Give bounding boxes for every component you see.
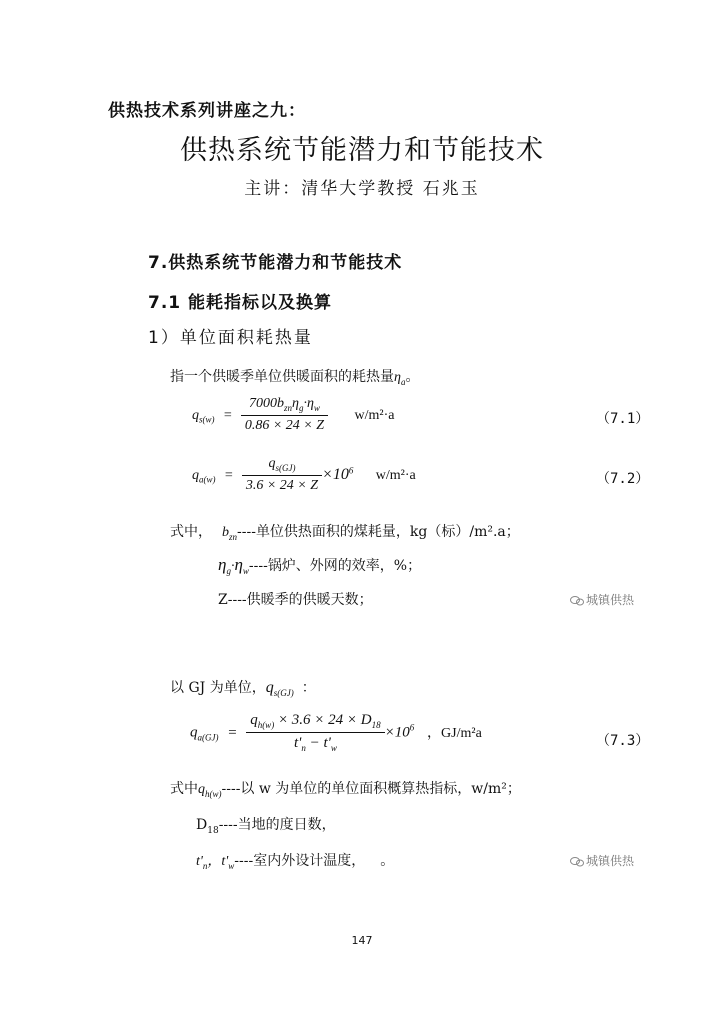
block1-watermark [570, 591, 634, 608]
eq3-den-b-sub: w [330, 743, 337, 753]
eq3-den-a-sub: n [301, 743, 306, 753]
b2def3-end: 。 [380, 853, 395, 869]
eq2-num-sub: s(GJ) [275, 462, 296, 473]
eq3-num-q: q [250, 712, 258, 728]
def1-text: ----单位供热面积的煤耗量，kg（标）/m².a； [237, 524, 520, 540]
block2-watermark-text: 城镇供热 [586, 854, 635, 868]
block1-def1 [170, 521, 520, 542]
speaker-line: 主讲：清华大学教授 石兆玉 [244, 179, 480, 199]
eq1-fraction [241, 396, 328, 434]
eq2-fraction [242, 456, 322, 494]
item-heading: 1）单位面积耗热量 [148, 328, 313, 348]
b2def2-text: ----当地的度日数， [218, 817, 336, 833]
equation-7-1 [192, 396, 394, 434]
eq3-denominator [246, 733, 384, 753]
eq1-lhs-sub: s(w) [199, 414, 215, 425]
def2-symbol: η [218, 555, 227, 574]
eq1-num-b-sub: g [298, 402, 304, 413]
b2def1-prefix: 式中 [170, 781, 198, 797]
eq2-number: （7.2） [596, 471, 650, 487]
equation-7-2 [192, 456, 416, 494]
eq3-times: ×10 [384, 724, 410, 741]
block1-intro-text: 指一个供暖季单位供暖面积的耗热量 [170, 369, 394, 385]
section-heading: 7.供热系统节能潜力和节能技术 [148, 253, 403, 273]
eq1-num-c-sub: w [313, 402, 320, 413]
b2def2-symbol: D [196, 817, 208, 833]
eq1-num-b: η [292, 396, 299, 411]
block2-def1 [170, 778, 521, 799]
block2-intro-end: ： [301, 680, 316, 696]
def2-sub2: w [242, 565, 249, 576]
eq2-equals: = [223, 467, 234, 483]
eq3-den-b: − t' [305, 735, 331, 751]
def2-symbol2: η [234, 555, 243, 574]
b2def3-sub: n [202, 860, 208, 871]
block1-intro [170, 366, 419, 387]
equation-7-3 [190, 712, 482, 753]
eq3-fraction [246, 712, 384, 753]
b2def2-sub: 18 [207, 825, 219, 836]
eq3-den-a: t' [293, 735, 302, 751]
def1-symbol: b [222, 525, 229, 540]
def2-mid: · [230, 559, 235, 574]
block1-intro-symbol: η [394, 370, 401, 385]
b2def3-text: ----室内外设计温度， [234, 853, 359, 869]
eq2-denominator: 3.6 × 24 × Z [245, 477, 319, 493]
def1-prefix: 式中， [170, 524, 212, 540]
chat-bubble-icon [570, 596, 584, 606]
b2def3-mid: ，t' [207, 854, 229, 869]
eq1-unit: w/m²·a [354, 407, 395, 423]
b2def3-sub2: w [228, 860, 235, 871]
block1-intro-sub: a [400, 376, 406, 387]
chat-bubble-icon [570, 857, 584, 867]
eq1-numerator [241, 396, 328, 416]
block2-intro-sub: s(GJ) [273, 687, 294, 698]
eq3-number: （7.3） [596, 733, 650, 749]
block2-def2 [196, 814, 336, 836]
eq1-number: （7.1） [596, 411, 650, 427]
eq3-num-rest-sub: 18 [371, 720, 381, 730]
block2-def3 [196, 850, 394, 871]
eq1-num-dot: · [303, 396, 307, 411]
eq2-num: q [268, 456, 276, 471]
page-number: 147 [351, 934, 373, 947]
eq3-equals: = [227, 724, 238, 741]
def2-sub1: g [226, 565, 231, 576]
eq3-numerator [246, 712, 384, 733]
series-heading: 供热技术系列讲座之九： [108, 101, 306, 121]
eq1-num-a: 7000b [248, 396, 284, 411]
eq2-unit: w/m²·a [375, 467, 416, 483]
eq3-unit: ，GJ/m²a [427, 725, 482, 741]
eq2-times: ×10 [322, 465, 349, 483]
b2def1-text: ----以 w 为单位的单位面积概算热指标，w/m²； [221, 781, 521, 797]
block2-watermark [570, 852, 634, 869]
block2-intro-symbol: q [265, 679, 274, 696]
eq3-num-q-sub: h(w) [257, 720, 275, 730]
eq1-num-c: η [306, 396, 314, 411]
b2def1-symbol: q [198, 782, 205, 797]
page-title: 供热系统节能潜力和节能技术 [180, 135, 544, 166]
subsection-heading: 7.1 能耗指标以及换算 [148, 293, 333, 313]
eq1-equals: = [222, 407, 233, 423]
def1-sub: zn [229, 531, 238, 542]
block1-def3: Z----供暖季的供暖天数； [218, 592, 373, 608]
block1-def2 [218, 555, 421, 576]
eq3-lhs-sub: a(GJ) [197, 732, 219, 743]
eq3-num-rest: × 3.6 × 24 × D [274, 712, 372, 728]
eq1-lhs: q [192, 407, 199, 423]
eq3-exp: 6 [409, 722, 415, 733]
eq2-numerator [242, 456, 322, 476]
block2-intro-text: 以 GJ 为单位， [170, 680, 266, 696]
eq2-lhs-sub: a(w) [199, 474, 216, 485]
eq2-exp: 6 [348, 465, 354, 476]
block1-intro-end: 。 [405, 369, 420, 385]
eq3-lhs: q [190, 724, 198, 741]
block1-watermark-text: 城镇供热 [586, 593, 635, 607]
b2def1-sub: h(w) [205, 788, 222, 799]
eq2-lhs: q [192, 467, 199, 483]
eq1-denominator: 0.86 × 24 × Z [244, 417, 325, 433]
def2-text: ----锅炉、外网的效率，%； [248, 558, 422, 574]
block2-intro [170, 677, 316, 698]
eq1-num-a-sub: zn [283, 402, 292, 413]
b2def3-symbol: t' [196, 854, 203, 869]
